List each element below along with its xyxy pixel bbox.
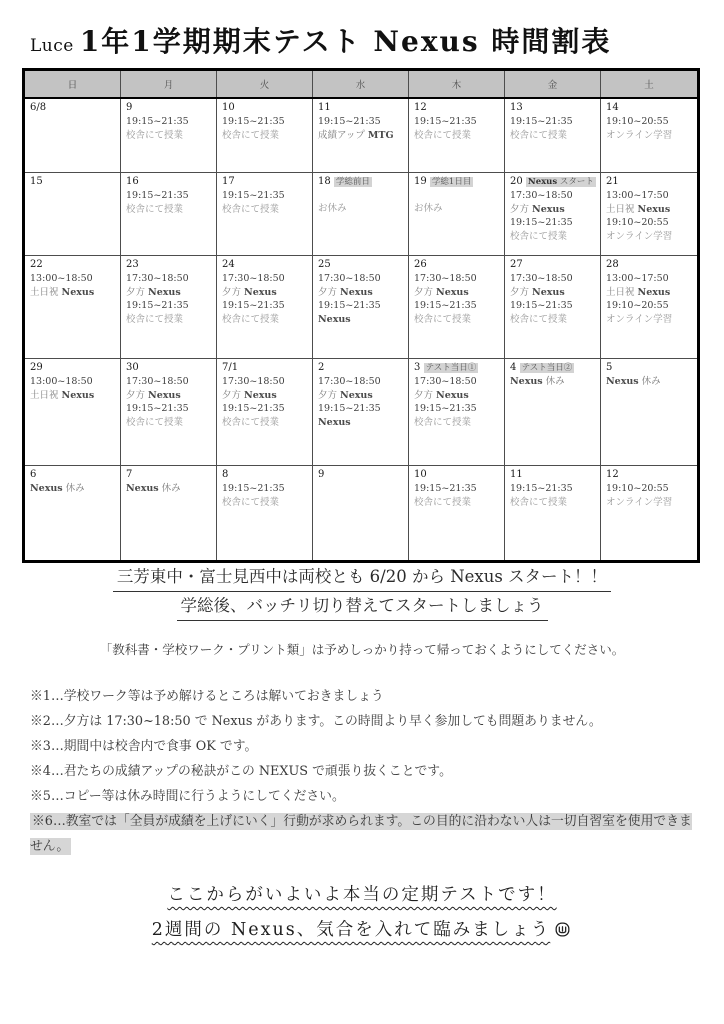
day-number: 13	[510, 102, 523, 113]
note-text: ※1…学校ワーク等は予め解けるところは解いておきましょう	[30, 689, 384, 704]
day-number: 12	[414, 102, 427, 113]
day-number: 23	[126, 259, 139, 270]
note-text: ※6…教室では「全員が成績を上げにいく」行動が求められます。この目的に沿わない人は一切自習室を使用できません。	[30, 814, 692, 854]
cell-line: 校舎にて授業	[222, 416, 280, 428]
cell-line: 夕方 Nexus	[126, 286, 181, 298]
day-tag: Nexus スタート	[527, 177, 594, 187]
cell-line: 成績アップ MTG	[318, 129, 394, 141]
cell-line: Nexus 休み	[30, 483, 85, 494]
cell-line: 19:15~21:35	[414, 483, 477, 494]
cell-line: 夕方 Nexus	[222, 389, 277, 401]
calendar-cell	[313, 359, 409, 465]
calendar-cell	[121, 256, 217, 358]
cell-line: 19:15~21:35	[414, 116, 477, 127]
notes-list	[30, 684, 698, 859]
calendar-row	[25, 466, 697, 560]
calendar-cell	[313, 99, 409, 172]
cell-line: Nexus	[318, 313, 351, 325]
cell-line: お休み	[414, 203, 443, 214]
day-number: 9	[126, 102, 133, 113]
page-title	[30, 20, 611, 60]
day-number: 25	[318, 259, 331, 270]
cell-line: 校舎にて授業	[126, 313, 184, 325]
cell-line: 19:15~21:35	[318, 403, 381, 414]
calendar-cell	[409, 99, 505, 172]
cell-line: オンライン学習	[606, 129, 673, 141]
calendar-cell	[25, 466, 121, 560]
day-number: 8	[222, 469, 229, 480]
cell-line: 校舎にて授業	[414, 416, 472, 428]
calendar-row	[25, 99, 697, 173]
calendar-cell	[25, 256, 121, 358]
textbook-reminder: 「教科書・学校ワーク・プリント類」は予めしっかり持って帰っておくようにしてください。	[99, 642, 625, 657]
day-number: 14	[606, 102, 619, 113]
cell-line: 校舎にて授業	[414, 496, 472, 508]
calendar-row	[25, 359, 697, 466]
cell-line: 17:30~18:50	[510, 190, 573, 201]
cell-line: Nexus 休み	[126, 483, 181, 494]
calendar-cell	[601, 256, 697, 358]
start-banner-line1: 三芳東中・富士見西中は両校とも 6/20 から Nexus スタート！！	[113, 563, 611, 592]
day-tag: 学総1日目	[431, 177, 472, 187]
day-number: 22	[30, 259, 43, 270]
note-text: ※5…コピー等は休み時間に行うようにしてください。	[30, 789, 345, 804]
day-number: 24	[222, 259, 235, 270]
note-item	[30, 809, 698, 859]
calendar-row	[25, 256, 697, 359]
day-number: 17	[222, 176, 235, 187]
day-number: 10	[414, 469, 427, 480]
cell-line: 土日祝 Nexus	[606, 286, 671, 298]
cell-line: 校舎にて授業	[222, 313, 280, 325]
day-number: 29	[30, 362, 43, 373]
day-number: 3 テスト当日①	[414, 362, 477, 373]
cell-line: 校舎にて授業	[222, 203, 280, 215]
calendar-cell	[313, 256, 409, 358]
calendar-cell	[505, 466, 601, 560]
note-text: ※3…期間中は校舎内で食事 OK です。	[30, 739, 258, 754]
calendar-cell	[409, 256, 505, 358]
cell-line: 17:30~18:50	[222, 273, 285, 284]
cell-line: 19:15~21:35	[414, 300, 477, 311]
cell-line: 夕方 Nexus	[510, 286, 565, 298]
note-text: ※4…君たちの成績アップの秘訣がこの NEXUS で頑張り抜くことです。	[30, 764, 452, 779]
cell-line: Nexus 休み	[606, 376, 661, 387]
calendar-cell	[505, 256, 601, 358]
cell-line: 夕方 Nexus	[222, 286, 277, 298]
cell-line: 校舎にて授業	[510, 129, 568, 141]
cell-line: お休み	[318, 203, 347, 214]
cell-line: 19:15~21:35	[126, 300, 189, 311]
cell-line: 19:10~20:55	[606, 116, 669, 127]
note-text: ※2…夕方は 17:30~18:50 で Nexus があります。この時間より早く参加しても問題ありません。	[30, 714, 602, 729]
day-number: 27	[510, 259, 523, 270]
day-tag: テスト当日②	[521, 363, 573, 373]
weekday-header: 月	[121, 71, 217, 97]
weekday-header: 水	[313, 71, 409, 97]
fist-icon	[553, 920, 572, 939]
day-tag: テスト当日①	[425, 363, 477, 373]
day-number: 30	[126, 362, 139, 373]
day-number: 9	[318, 469, 325, 480]
cell-line: 夕方 Nexus	[318, 286, 373, 298]
calendar-cell	[313, 466, 409, 560]
cell-line: 13:00~18:50	[30, 376, 93, 387]
cell-line: オンライン学習	[606, 496, 673, 508]
cell-line: 校舎にて授業	[414, 313, 472, 325]
calendar-cell	[25, 359, 121, 465]
day-number: 26	[414, 259, 427, 270]
calendar-cell	[505, 99, 601, 172]
day-number: 28	[606, 259, 619, 270]
calendar-cell	[601, 466, 697, 560]
weekday-header: 土	[644, 80, 654, 91]
cell-line: 17:30~18:50	[126, 273, 189, 284]
cell-line: 19:15~21:35	[510, 116, 573, 127]
cell-line: 17:30~18:50	[510, 273, 573, 284]
day-number: 2	[318, 362, 325, 373]
calendar-cell	[121, 466, 217, 560]
note-item	[30, 684, 698, 709]
day-number: 5	[606, 362, 613, 373]
cell-line: 夕方 Nexus	[414, 389, 469, 401]
cell-line: 校舎にて授業	[126, 203, 184, 215]
calendar-cell	[25, 99, 121, 172]
note-item	[30, 734, 698, 759]
day-number: 15	[30, 176, 43, 187]
day-tag: 学総前日	[335, 177, 370, 187]
weekday-header: 金	[505, 71, 601, 97]
cell-line: 19:15~21:35	[126, 190, 189, 201]
day-number: 7/1	[222, 362, 239, 373]
cell-line: 19:15~21:35	[222, 403, 285, 414]
page-title-text: 1年1学期期末テスト Nexus 時間割表	[79, 25, 612, 58]
day-number: 11	[318, 102, 331, 113]
cell-line: 土日祝 Nexus	[30, 389, 95, 401]
cell-line: 17:30~18:50	[414, 376, 477, 387]
cell-line: 19:15~21:35	[510, 217, 573, 228]
day-number: 19 学総1日目	[414, 176, 472, 187]
cell-line: Nexus	[318, 416, 351, 428]
start-banner-line2: 学総後、バッチリ切り替えてスタートしましょう	[177, 592, 548, 621]
calendar-cell	[601, 173, 697, 255]
day-number: 21	[606, 176, 619, 187]
calendar-cell	[409, 466, 505, 560]
cell-line: 校舎にて授業	[222, 496, 280, 508]
calendar-cell	[217, 256, 313, 358]
cell-line: 17:30~18:50	[318, 376, 381, 387]
day-number: 4 テスト当日②	[510, 362, 573, 373]
cell-line: オンライン学習	[606, 313, 673, 325]
calendar-cell	[601, 99, 697, 172]
day-number: 10	[222, 102, 235, 113]
calendar-row	[25, 173, 697, 256]
calendar-cell	[217, 99, 313, 172]
weekday-header: 火	[217, 71, 313, 97]
calendar-cell	[121, 99, 217, 172]
closing-line2: 2週間の Nexus、気合を入れて臨みましょう	[152, 917, 573, 943]
day-number: 16	[126, 176, 139, 187]
cell-line: 17:30~18:50	[318, 273, 381, 284]
cell-line: 夕方 Nexus	[318, 389, 373, 401]
cell-line: 校舎にて授業	[510, 230, 568, 242]
cell-line: 校舎にて授業	[126, 129, 184, 141]
cell-line: 校舎にて授業	[222, 129, 280, 141]
cell-line: 13:00~17:50	[606, 273, 669, 284]
calendar-cell	[217, 359, 313, 465]
cell-line	[318, 189, 404, 202]
cell-line: 校舎にて授業	[510, 496, 568, 508]
cell-line: 夕方 Nexus	[126, 389, 181, 401]
cell-line: 19:15~21:35	[126, 116, 189, 127]
cell-line: 13:00~18:50	[30, 273, 93, 284]
day-number: 20 Nexus スタート	[510, 176, 594, 187]
calendar-cell	[505, 359, 601, 465]
cell-line: 19:10~20:55	[606, 217, 669, 228]
calendar-cell	[121, 359, 217, 465]
note-item	[30, 709, 698, 734]
schedule-table	[22, 68, 700, 563]
day-number: 12	[606, 469, 619, 480]
cell-line: 19:15~21:35	[510, 483, 573, 494]
calendar-cell	[217, 466, 313, 560]
cell-line: 校舎にて授業	[414, 129, 472, 141]
cell-line: 17:30~18:50	[126, 376, 189, 387]
day-number: 6	[30, 469, 37, 480]
calendar-cell	[25, 173, 121, 255]
closing-message	[0, 882, 724, 952]
day-number: 11	[510, 469, 523, 480]
weekday-header-row	[25, 71, 697, 99]
cell-line: 校舎にて授業	[126, 416, 184, 428]
calendar-cell	[409, 173, 505, 255]
cell-line: 夕方 Nexus	[414, 286, 469, 298]
day-number: 7	[126, 469, 133, 480]
calendar-cell	[601, 359, 697, 465]
cell-line: 校舎にて授業	[510, 313, 568, 325]
note-item	[30, 759, 698, 784]
note-item	[30, 784, 698, 809]
cell-line: 土日祝 Nexus	[30, 286, 95, 298]
cell-line: Nexus 休み	[510, 376, 565, 387]
cell-line: 13:00~17:50	[606, 190, 669, 201]
closing-line1: ここからがいよいよ本当の定期テストです！	[167, 885, 557, 905]
cell-line: 17:30~18:50	[222, 376, 285, 387]
calendar-cell	[409, 359, 505, 465]
cell-line: 夕方 Nexus	[510, 203, 565, 215]
calendar-cell	[505, 173, 601, 255]
cell-line: 19:15~21:35	[510, 300, 573, 311]
calendar-cell	[121, 173, 217, 255]
cell-line: 土日祝 Nexus	[606, 203, 671, 215]
cell-line: 17:30~18:50	[414, 273, 477, 284]
weekday-header: 木	[409, 71, 505, 97]
cell-line: 19:15~21:35	[126, 403, 189, 414]
cell-line: 19:10~20:55	[606, 483, 669, 494]
cell-line: オンライン学習	[606, 230, 673, 242]
start-banner	[0, 563, 724, 621]
cell-line: 19:15~21:35	[222, 300, 285, 311]
cell-line: 19:10~20:55	[606, 300, 669, 311]
day-number: 18 学総前日	[318, 176, 370, 187]
calendar-cell	[217, 173, 313, 255]
cell-line: 19:15~21:35	[222, 116, 285, 127]
calendar-cell	[313, 173, 409, 255]
calendar-body	[25, 99, 697, 560]
cell-line: 19:15~21:35	[414, 403, 477, 414]
cell-line: 19:15~21:35	[318, 116, 381, 127]
weekday-header: 日	[25, 71, 121, 97]
cell-line: 19:15~21:35	[222, 190, 285, 201]
day-number: 6/8	[30, 102, 47, 113]
cell-line: 19:15~21:35	[318, 300, 381, 311]
luce-logo: Luce	[30, 36, 74, 56]
cell-line	[414, 189, 500, 202]
cell-line: 19:15~21:35	[222, 483, 285, 494]
